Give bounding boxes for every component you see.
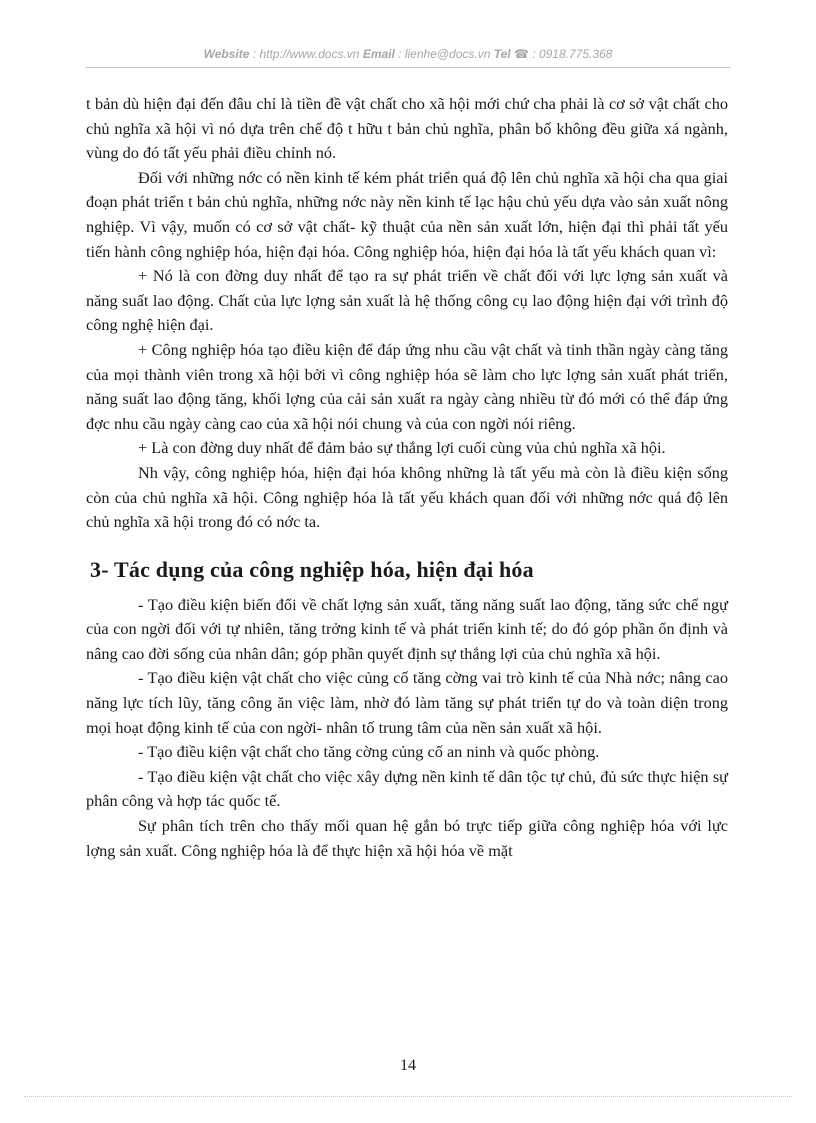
document-body (86, 92, 728, 863)
paragraph: Sự phân tích trên cho thấy mối quan hệ gắn bó trực tiếp giữa công nghiệp hóa với lực lợng sản xuất. Công nghiệp hóa là để thực hiện xã hội hóa về mặt (86, 816, 728, 860)
email-label: Email (362, 47, 395, 61)
paragraph: + Công nghiệp hóa tạo điều kiện để đáp ứng nhu cầu vật chất và tinh thần ngày càng tăng của mọi thành viên trong xã hội bởi vì công nghiệp hóa sẽ làm cho lực lợng sản xuất phát triển, năng suất lao động tăng, khối lợng của cải sản xuất ra ngày càng nhiều từ đó mới có thể đáp ứng đợc nhu cầu ngày càng cao của xã hội nói chung và của con ngời nói riêng. (86, 339, 728, 433)
email-value: : lienhe@docs.vn (394, 47, 494, 61)
page-header (0, 47, 816, 61)
website-value: : http://www.docs.vn (249, 47, 363, 61)
website-label: Website (203, 47, 250, 61)
paragraph: Đối với những nớc có nền kinh tế kém phát triển quá độ lên chủ nghĩa xã hội cha qua giai đoạn phát triển t bản chủ nghĩa, những nớc này nền kinh tế lạc hậu chủ yếu dựa vào sản xuất nông nghiệp. Vì vậy, muốn có cơ sở vật chất- kỹ thuật của nền sản xuất lớn, hiện đại thì phải tất yếu tiến hành công nghiệp hóa, hiện đại hóa. Công nghiệp hóa, hiện đại hóa là tất yếu khách quan vì: (86, 167, 728, 261)
paragraph: - Tạo điều kiện vật chất cho việc xây dựng nền kinh tế dân tộc tự chủ, đủ sức thực hiện sự phân công và hợp tác quốc tế. (86, 766, 728, 811)
paragraph: + Là con đờng duy nhất để đảm bảo sự thắng lợi cuối cùng vủa chủ nghĩa xã hội. (138, 438, 666, 458)
section-heading: 3- Tác dụng của công nghiệp hóa, hiện đại hóa (90, 556, 534, 582)
paragraph: + Nó là con đờng duy nhất để tạo ra sự phát triển về chất đối với lực lợng sản xuất và năng suất lao động. Chất của lực lợng sản xuất là hệ thống công cụ lao động hiện đại với trình độ công nghệ hiện đại. (86, 266, 728, 335)
paragraph: - Tạo điều kiện biến đổi về chất lợng sản xuất, tăng năng suất lao động, tăng sức chế ngự của con ngời đối với tự nhiên, tăng trởng kinh tế và phát triển kinh tế; do đó góp phần ổn định và nâng cao đời sống của nhân dân; góp phần quyết định sự thắng lợi của chủ nghĩa xã hội. (86, 594, 728, 663)
tel-label: Tel (493, 47, 511, 61)
header-divider (86, 67, 730, 68)
page-number: 14 (400, 1057, 416, 1074)
tel-value: ☎ : 0918.775.368 (510, 47, 613, 61)
paragraph: - Tạo điều kiện vật chất cho việc củng cố tăng cờng vai trò kinh tế của Nhà nớc; nâng cao năng lực tích lũy, tăng công ăn việc làm, nhờ đó làm tăng sự phát triển tự do và toàn diện trong mọi hoạt động kinh tế của con ngời- nhân tố trung tâm của nền sản xuất xã hội. (86, 668, 728, 737)
paragraph: Nh vậy, công nghiệp hóa, hiện đại hóa không những là tất yếu mà còn là điều kiện sống còn của chủ nghĩa xã hội. Công nghiệp hóa là tất yếu khách quan đối với những nớc quá độ lên chủ nghĩa xã hội trong đó có nớc ta. (86, 462, 728, 532)
paragraph: t bản dù hiện đại đến đâu chỉ là tiền đề vật chất cho xã hội mới chứ cha phải là cơ sở vật chất cho chủ nghĩa xã hội vì nó dựa trên chế độ t hữu t bản chủ nghĩa, phân bố không đều giữa xá ngành, vùng do đó tất yếu phải điều chỉnh nó. (86, 94, 728, 163)
paragraph: - Tạo điều kiện vật chất cho tăng cờng củng cố an ninh và quốc phòng. (138, 742, 600, 762)
footer-divider (24, 1096, 792, 1097)
